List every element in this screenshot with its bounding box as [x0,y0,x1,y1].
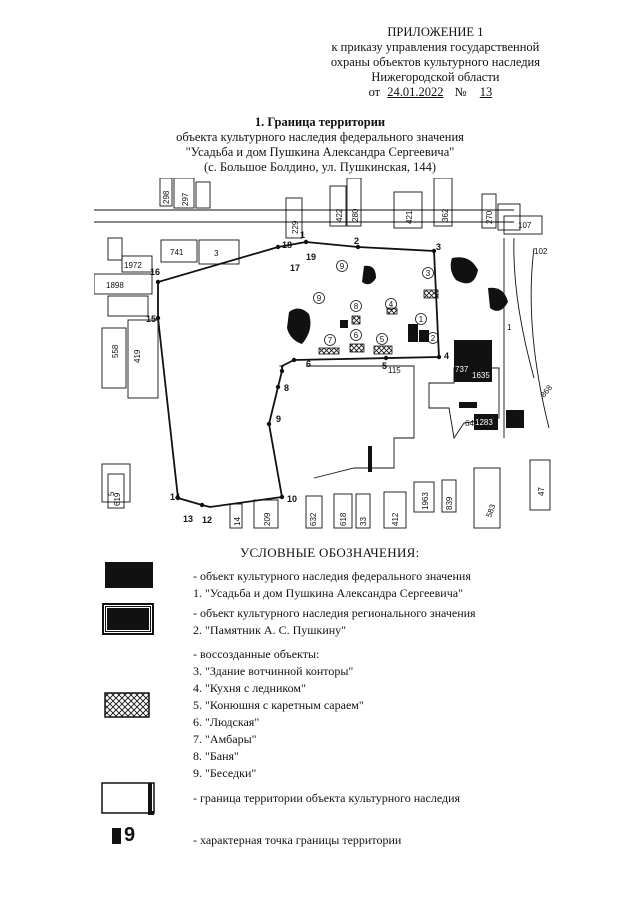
building-label: 558 [111,344,120,358]
appendix-header [331,25,540,100]
building-label: 297 [181,192,190,206]
point-label-10: 10 [287,494,298,504]
building-label: 5 [107,491,116,496]
point-label-6: 6 [306,359,312,369]
building-label: 412 [391,512,400,526]
black-square [340,320,348,328]
legend-point-desc: - характерная точка границы территории [193,833,402,847]
building-label: 280 [351,208,360,222]
boundary-vertex [437,355,441,359]
building-label: 422 [335,208,344,222]
building-label: 618 [339,512,348,526]
building-label: 632 [309,512,318,526]
boundary-symbol [100,781,158,815]
point-label-13: 13 [183,514,194,524]
building-label: 298 [162,190,171,204]
number-prefix: № [454,85,467,99]
boundary-point-symbol [112,824,135,847]
building [498,204,520,230]
pond [488,288,508,311]
building-label: 33 [359,517,368,526]
legend-federal [193,568,471,602]
building-label: 637 [508,417,522,426]
legend-regional-desc: - объект культурного наследия регионального значения [193,606,476,620]
boundary-vertex [276,385,280,389]
object-marker-1: 1 [418,315,424,324]
legend-recreated-item-8: 8. "Баня" [193,749,239,763]
legend-regional [193,605,476,639]
legend-federal-item: 1. "Усадьба и дом Пушкина Александра Сергеевича" [193,586,463,600]
building [196,182,210,208]
boundary-point-number: 9 [124,824,136,846]
building-label: 1963 [421,492,430,510]
point-label-15: 15 [146,314,157,324]
appendix-label: ПРИЛОЖЕНИЕ 1 [387,25,484,39]
federal-object-main-house [408,324,418,342]
point-label-4: 4 [444,351,450,361]
building-label: 1972 [124,261,142,270]
legend-recreated-item-5: 5. "Конюшня с каретным сараем" [193,698,364,712]
point-label-3: 3 [436,242,442,252]
regional-object-symbol [104,605,152,633]
recreated-object-5 [374,346,392,354]
object-marker-9b: 9 [339,262,345,271]
building-label: 209 [263,512,272,526]
building-label: 107 [518,221,532,230]
order-date: 24.01.2022 [387,85,444,99]
building-label: 1635 [472,371,490,380]
building-label: 583 [484,503,498,519]
building-label: 115 [388,366,401,375]
recreated-object-8 [352,316,360,324]
object-marker-8: 8 [353,302,359,311]
point-label-2: 2 [354,236,360,246]
point-label-8: 8 [284,383,290,393]
building-47 [530,460,550,510]
building-label: 1283 [475,418,493,427]
boundary-vertex [384,356,388,360]
boundary-vertex [267,422,271,426]
legend-boundary-desc: - граница территории объекта культурного наследия [193,791,461,805]
order-line-2: охраны объектов культурного наследия [330,55,540,69]
building-label: 229 [291,220,300,234]
building-label: 868 [538,383,554,400]
section-title: 1. Граница территории [254,115,386,129]
object-name: "Усадьба и дом Пушкина Александра Сергеевича" [185,145,455,159]
legend-title: УСЛОВНЫЕ ОБОЗНАЧЕНИЯ: [240,545,420,560]
point-label-7: 7 [279,364,285,374]
street-line [94,210,514,222]
order-number: 13 [479,85,493,99]
boundary-vertex [276,245,280,249]
building-label: 47 [537,487,546,496]
object-marker-3: 3 [425,269,431,278]
pond [451,257,478,283]
date-prefix: от [368,85,381,99]
boundary-vertex [292,358,296,362]
object-category: объекта культурного наследия федерального значения [176,130,464,144]
region-name: Нижегородской области [371,70,500,84]
structure [368,446,372,472]
building-label: 270 [485,210,494,224]
legend-recreated-item-3: 3. "Здание вотчинной конторы" [193,664,354,678]
object-address: (с. Большое Болдино, ул. Пушкинская, 144) [203,160,437,174]
legend-recreated [193,646,364,782]
boundary-vertex [304,240,308,244]
legend-recreated-item-9: 9. "Беседки" [193,766,257,780]
boundary-vertex [156,316,160,320]
building-label: 741 [170,248,184,257]
boundary-vertex [280,495,284,499]
building-label: 619 [113,492,122,506]
order-date-line [331,85,540,100]
recreated-object-6 [350,344,364,352]
building-label: 1898 [106,281,124,290]
point-label-16: 16 [150,267,161,277]
legend-recreated-item-6: 6. "Людская" [193,715,260,729]
building [108,296,148,316]
building-label: 1 [507,323,512,332]
building-label: 421 [405,210,414,224]
legend-recreated-desc: - воссозданные объекты: [193,647,320,661]
point-label-17: 17 [290,263,301,273]
object-marker-6: 6 [353,331,359,340]
building [108,238,122,260]
boundary-vertex [200,503,204,507]
point-label-9: 9 [276,414,282,424]
object-marker-4: 4 [388,300,394,309]
object-marker-7: 7 [327,336,333,345]
point-label-18: 18 [282,240,293,250]
point-label-19: 19 [306,252,317,262]
recreated-object-7 [319,348,339,354]
legend-recreated-item-7: 7. "Амбары" [193,732,257,746]
building-label: 102 [534,247,548,256]
point-label-12: 12 [202,515,213,525]
tree-cluster [287,308,310,344]
building-label: 14 [233,517,242,526]
object-marker-2: 2 [430,334,436,343]
object-marker-5: 5 [379,335,385,344]
federal-object-symbol [105,562,153,588]
building-label: 737 [455,365,469,374]
object-marker-9a: 9 [316,294,322,303]
road-right [504,238,549,438]
tree-cluster [362,266,376,285]
building-label: 362 [441,208,450,222]
building-label: 642 [465,419,479,428]
boundary-vertex [156,280,160,284]
point-label-1: 1 [300,230,306,240]
legend-regional-item: 2. "Памятник А. С. Пушкину" [193,623,347,637]
order-line-1: к приказу управления государственной [331,40,540,54]
building-label: 3 [214,249,219,258]
building-label: 839 [445,496,454,510]
inner-outline [306,366,414,478]
legend-federal-desc: - объект культурного наследия федерального значения [193,569,471,583]
building-583 [474,468,500,528]
point-label-5: 5 [382,361,388,371]
point-label-14: 14 [170,492,181,502]
recreated-object-symbol [104,692,150,718]
legend-recreated-item-4: 4. "Кухня с ледником" [193,681,306,695]
boundary-point-dot [112,828,121,844]
building-label: 419 [133,349,142,363]
territory-map [94,178,554,536]
dark-building-642 [459,402,477,408]
